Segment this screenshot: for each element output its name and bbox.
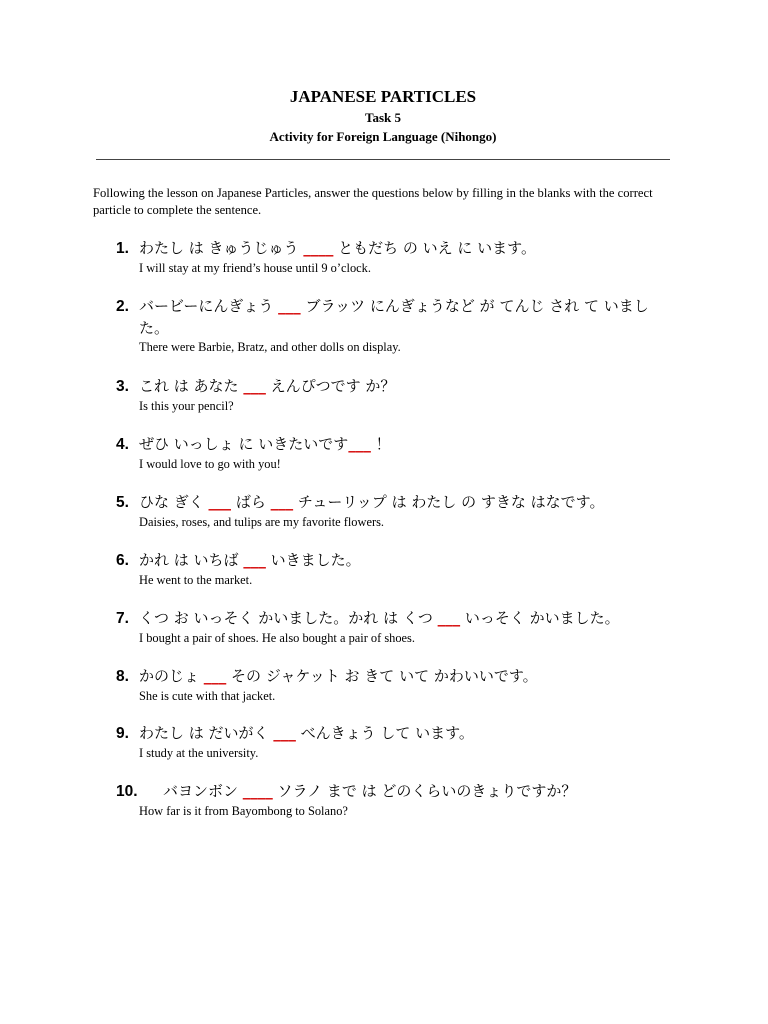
question-text-after: ともだち の いえ に います。 — [333, 239, 536, 257]
question-number: 6. — [116, 552, 129, 569]
question-10 — [116, 780, 676, 819]
question-4 — [116, 433, 676, 472]
question-1-english: I will stay at my friend’s house until 9 o’clock. — [139, 261, 371, 275]
answer-blank[interactable]: ___ — [348, 435, 371, 453]
question-text-after: ブラッツ にんぎょうなど が てんじ され て いました。 — [139, 297, 649, 337]
question-text-after: べんきょう して います。 — [295, 724, 474, 742]
question-1-japanese — [116, 237, 676, 260]
question-4-english: I would love to go with you! — [139, 457, 281, 471]
question-text-after: その ジャケット お きて いて かわいいです。 — [226, 667, 538, 685]
header-divider — [96, 159, 670, 160]
question-3 — [116, 375, 676, 414]
question-text-before: バービーにんぎょう — [139, 297, 279, 315]
question-8 — [116, 665, 676, 704]
question-5-japanese — [116, 491, 676, 514]
question-3-english: Is this your pencil? — [139, 399, 234, 413]
question-number: 5. — [116, 494, 129, 511]
question-2-japanese — [116, 295, 676, 339]
question-6 — [116, 549, 676, 588]
question-number: 4. — [116, 436, 129, 453]
question-text-before: ひな ぎく — [139, 493, 209, 511]
task-label: Task 5 — [364, 110, 402, 125]
question-9-japanese — [116, 722, 676, 745]
question-number: 8. — [116, 668, 129, 685]
answer-blank[interactable]: ___ — [278, 297, 301, 315]
question-text-before: わたし は きゅうじゅう — [139, 239, 304, 257]
answer-blank[interactable]: ___ — [203, 667, 227, 685]
question-9 — [116, 722, 676, 761]
question-10-english: How far is it from Bayombong to Solano? — [139, 804, 348, 818]
question-1 — [116, 237, 676, 276]
question-number: 9. — [116, 725, 129, 742]
question-8-english: She is cute with that jacket. — [139, 689, 276, 703]
question-text-after: チューリップ は わたし の すきな はなです。 — [293, 493, 605, 511]
question-7 — [116, 607, 676, 646]
question-text-after: いっそく かいました。 — [460, 609, 620, 627]
question-text-before: これ は あなた — [139, 377, 244, 395]
question-7-japanese — [116, 607, 676, 630]
question-number: 1. — [116, 240, 129, 257]
answer-blank[interactable]: ___ — [243, 377, 266, 395]
question-text-mid: ばら — [231, 493, 271, 511]
question-8-japanese — [116, 665, 676, 688]
question-text-before: くつ お いっそく かいました。かれ は くつ — [139, 609, 438, 627]
answer-blank[interactable]: ____ — [242, 782, 273, 800]
instructions-text: Following the lesson on Japanese Particles, answer the questions below by filling in the blanks with the correct particle to complete the sentence. — [93, 186, 653, 217]
question-text-after: えんぴつです か？ — [265, 377, 396, 395]
question-6-english: He went to the market. — [139, 573, 253, 587]
question-number: 10. — [116, 783, 138, 800]
answer-blank[interactable]: ____ — [303, 239, 334, 257]
question-text-after: ！ — [370, 435, 391, 453]
question-2-english: There were Barbie, Bratz, and other dolls on display. — [139, 340, 401, 354]
question-10-japanese — [116, 780, 676, 803]
worksheet-title: JAPANESE PARTICLES — [289, 87, 477, 106]
question-number: 3. — [116, 378, 129, 395]
worksheet-header — [96, 86, 670, 146]
answer-blank[interactable]: ___ — [437, 609, 461, 627]
answer-blank[interactable]: ___ — [270, 493, 294, 511]
answer-blank[interactable]: ___ — [243, 551, 266, 569]
question-text-before: わたし は だいがく — [139, 724, 274, 742]
question-number: 7. — [116, 610, 129, 627]
question-3-japanese — [116, 375, 676, 398]
question-text-after: いきました。 — [265, 551, 361, 569]
question-4-japanese — [116, 433, 676, 456]
question-text-before: バヨンボン — [163, 782, 243, 800]
question-6-japanese — [116, 549, 676, 572]
question-number: 2. — [116, 298, 129, 315]
question-text-before: かのじょ — [139, 667, 204, 685]
question-text-before: ぜひ いっしょ に いきたいです — [139, 435, 349, 453]
answer-blank[interactable]: ___ — [208, 493, 232, 511]
question-text-before: かれ は いちば — [139, 551, 244, 569]
question-text-after: ソラノ まで は どのくらいのきょりですか？ — [272, 782, 577, 800]
answer-blank[interactable]: ___ — [273, 724, 296, 742]
activity-label: Activity for Foreign Language (Nihongo) — [269, 129, 497, 144]
question-5 — [116, 491, 676, 530]
question-2 — [116, 295, 676, 355]
question-7-english: I bought a pair of shoes. He also bought a pair of shoes. — [139, 631, 415, 645]
question-9-english: I study at the university. — [139, 746, 259, 760]
question-5-english: Daisies, roses, and tulips are my favorite flowers. — [139, 515, 384, 529]
